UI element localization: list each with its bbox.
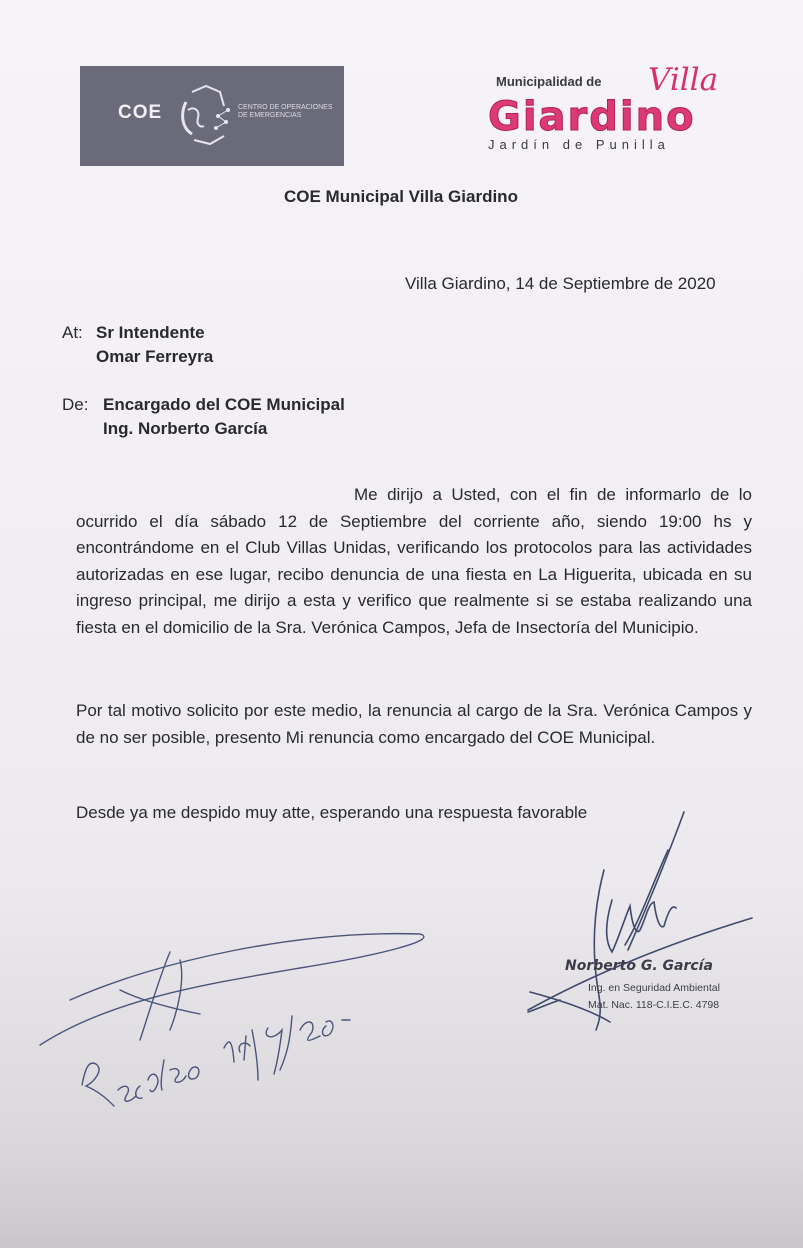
municipality-prefix: Municipalidad de xyxy=(496,74,602,89)
municipality-name: Giardino xyxy=(488,94,696,140)
from-line2: Ing. Norberto García xyxy=(103,419,268,438)
municipality-villa: Villa xyxy=(648,62,719,98)
to-line2: Omar Ferreyra xyxy=(96,347,214,366)
coe-logo-subtitle: CENTRO DE OPERACIONES DE EMERGENCIAS xyxy=(238,104,333,119)
letter-title: COE Municipal Villa Giardino xyxy=(284,187,518,206)
to-label: At: xyxy=(62,323,83,342)
closing-line: Desde ya me despido muy atte, esperando una respuesta favorable xyxy=(76,803,588,822)
from-label: De: xyxy=(62,395,89,414)
from-line1: Encargado del COE Municipal xyxy=(103,395,345,414)
stamp-registration: Mat. Nac. 118-C.I.E.C. 4798 xyxy=(588,999,720,1011)
body-paragraph-1: Me dirijo a Usted, con el fin de informarlo de lo ocurrido el día sábado 12 de Septiembre del corriente año, siendo 19:00 hs y encontrándome en el Club Villas Unidas, verificando los protocolos para las actividades autorizadas en ese lugar, recibo denuncia de una fiesta en La Higuerita, ubicada en su ingreso principal, me dirijo a esta y verifico que realmente si se estaba realizando una fiesta en el domicilio de la Sra. Verónica Campos, Jefa de Insectoría del Municipio. xyxy=(76,485,752,637)
coe-logo-acronym: COE xyxy=(118,102,163,123)
date-line: Villa Giardino, 14 de Septiembre de 2020 xyxy=(405,274,716,293)
body-paragraph-2: Por tal motivo solicito por este medio, la renuncia al cargo de la Sra. Verónica Campos y de no ser posible, presento Mi renuncia como encargado del COE Municipal. xyxy=(76,701,752,747)
stamp-title: Ing. en Seguridad Ambiental xyxy=(588,982,720,994)
municipality-tagline: Jardín de Punilla xyxy=(488,137,670,152)
stamp-name: Norberto G. García xyxy=(565,958,713,974)
to-line1: Sr Intendente xyxy=(96,323,205,342)
